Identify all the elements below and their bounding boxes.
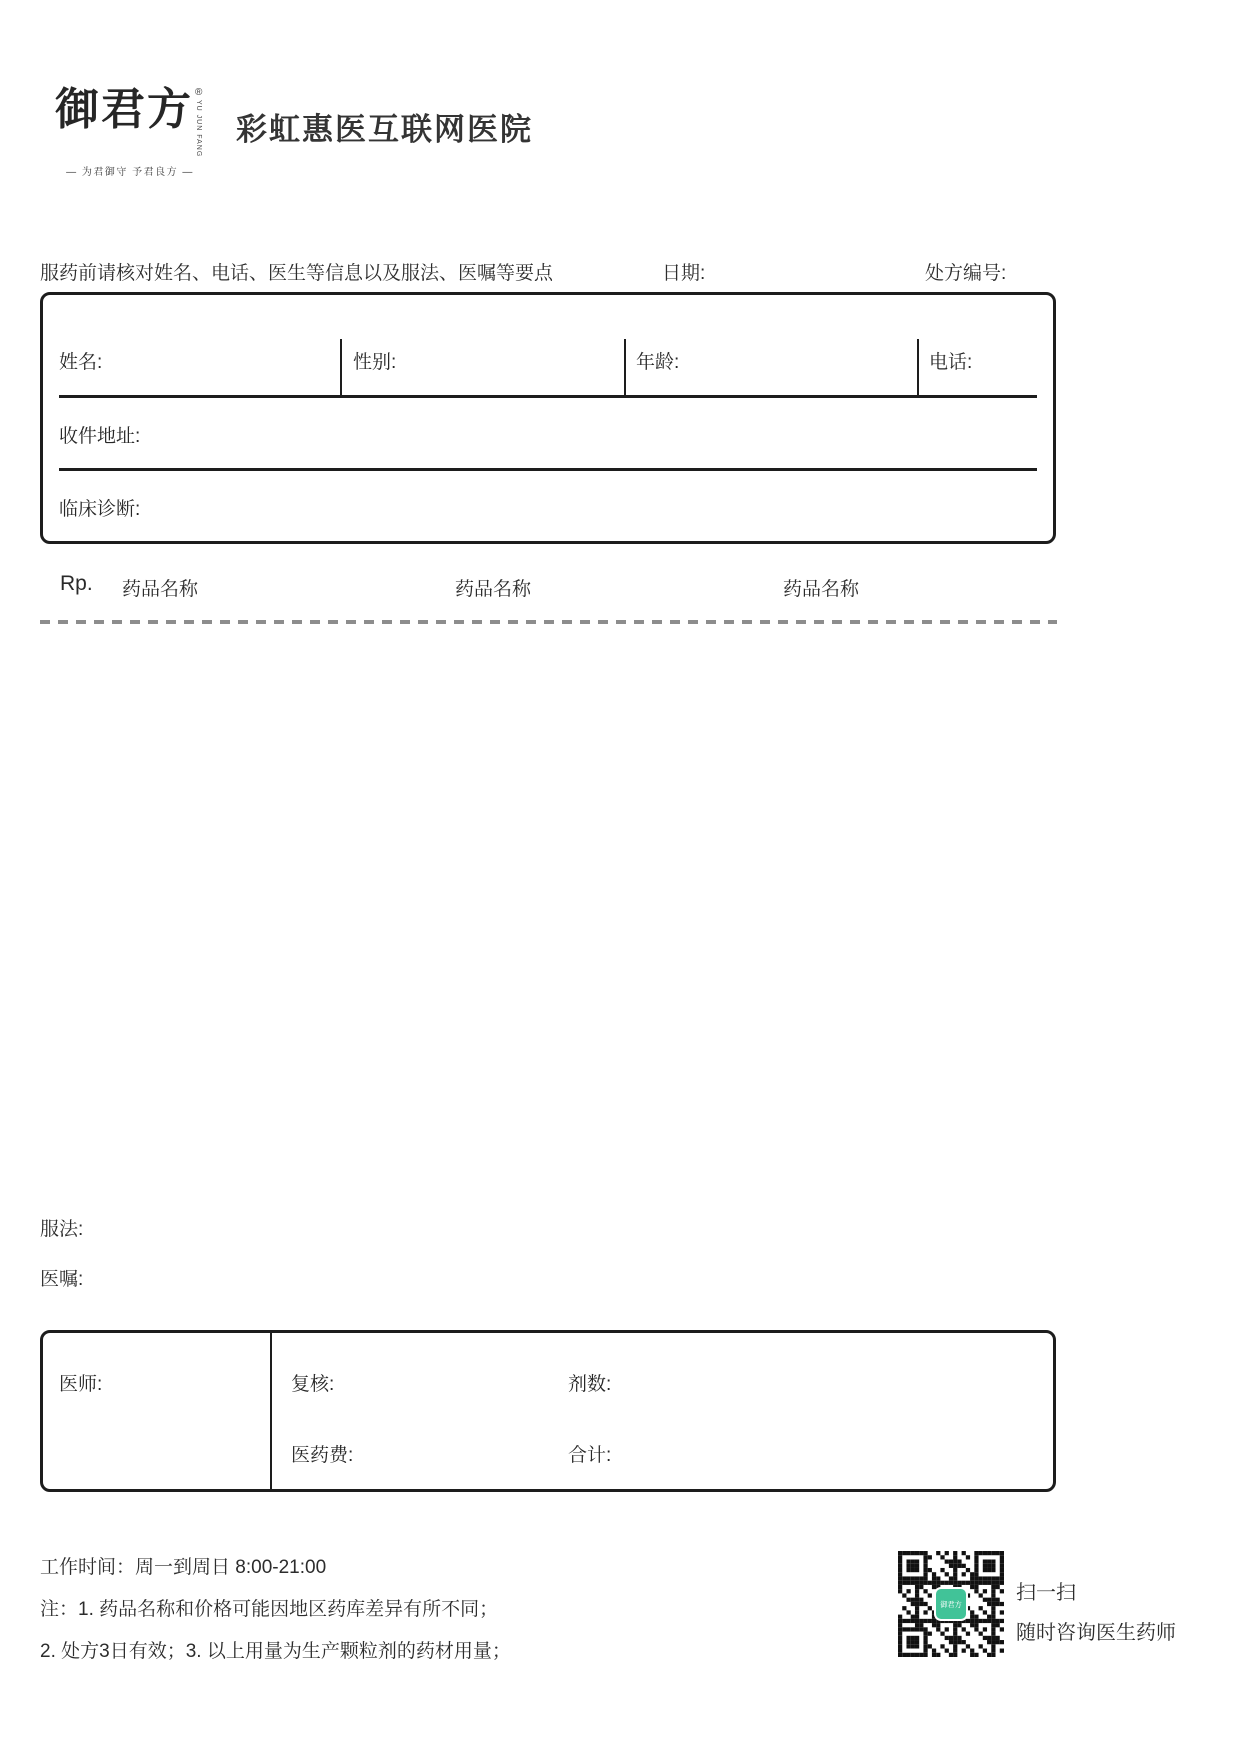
rx-number-label: 处方编号: (925, 263, 1007, 284)
shipping-address-label: 收件地址: (59, 426, 141, 447)
registered-trademark-icon: ® (195, 87, 203, 98)
column-divider (624, 339, 626, 396)
brand-logo-main (55, 86, 205, 157)
physician-label: 医师: (59, 1374, 103, 1395)
brand-tagline: — 为君御守 予君良方 — (66, 167, 194, 179)
doses-label: 剂数: (568, 1374, 612, 1395)
qr-badge-text: 御君方 (940, 1599, 962, 1609)
qr-code (898, 1551, 1004, 1657)
medicine-fee-label: 医药费: (291, 1445, 354, 1466)
row-divider (59, 395, 1037, 398)
footer-note-line1: 注：1. 药品名称和价格可能因地区药库差异有所不同； (40, 1599, 499, 1620)
usage-method-label: 服法: (40, 1219, 84, 1240)
qr-center-brand-badge (934, 1587, 968, 1621)
working-hours: 工作时间：周一到周日 8:00-21:00 (40, 1557, 327, 1578)
patient-gender-label: 性别: (353, 352, 397, 373)
drug-name-column-header: 药品名称 (783, 579, 860, 600)
patient-phone-label: 电话: (929, 352, 973, 373)
row-divider (59, 468, 1037, 471)
hospital-name: 彩虹惠医互联网医院 (236, 112, 533, 147)
brand-name: 御君方 (55, 84, 193, 135)
patient-name-label: 姓名: (59, 352, 103, 373)
patient-age-label: 年龄: (636, 352, 680, 373)
column-divider (917, 339, 919, 396)
review-label: 复核: (291, 1374, 335, 1395)
brand-logo-side (195, 88, 202, 157)
drug-name-column-header: 药品名称 (122, 579, 199, 600)
patient-info-box (40, 292, 1056, 544)
column-divider (270, 1333, 272, 1489)
signature-box (40, 1330, 1056, 1492)
rp-label: Rp. (60, 572, 93, 595)
brand-logo (55, 86, 205, 178)
column-divider (340, 339, 342, 396)
brand-name-en: YU JUN FANG (195, 100, 203, 158)
footer-note-line2: 2. 处方3日有效；3. 以上用量为生产颗粒剂的药材用量； (40, 1641, 511, 1662)
verification-notice: 服药前请核对姓名、电话、医生等信息以及服法、医嘱等要点 (40, 263, 554, 284)
clinical-diagnosis-label: 临床诊断: (59, 499, 141, 520)
scan-hint: 随时咨询医生药师 (1016, 1622, 1176, 1644)
date-label: 日期: (662, 263, 706, 284)
medical-advice-label: 医嘱: (40, 1269, 84, 1290)
scan-label: 扫一扫 (1016, 1582, 1076, 1604)
drug-name-column-header: 药品名称 (455, 579, 532, 600)
rx-dashed-separator (40, 620, 1057, 624)
total-label: 合计: (568, 1445, 612, 1466)
